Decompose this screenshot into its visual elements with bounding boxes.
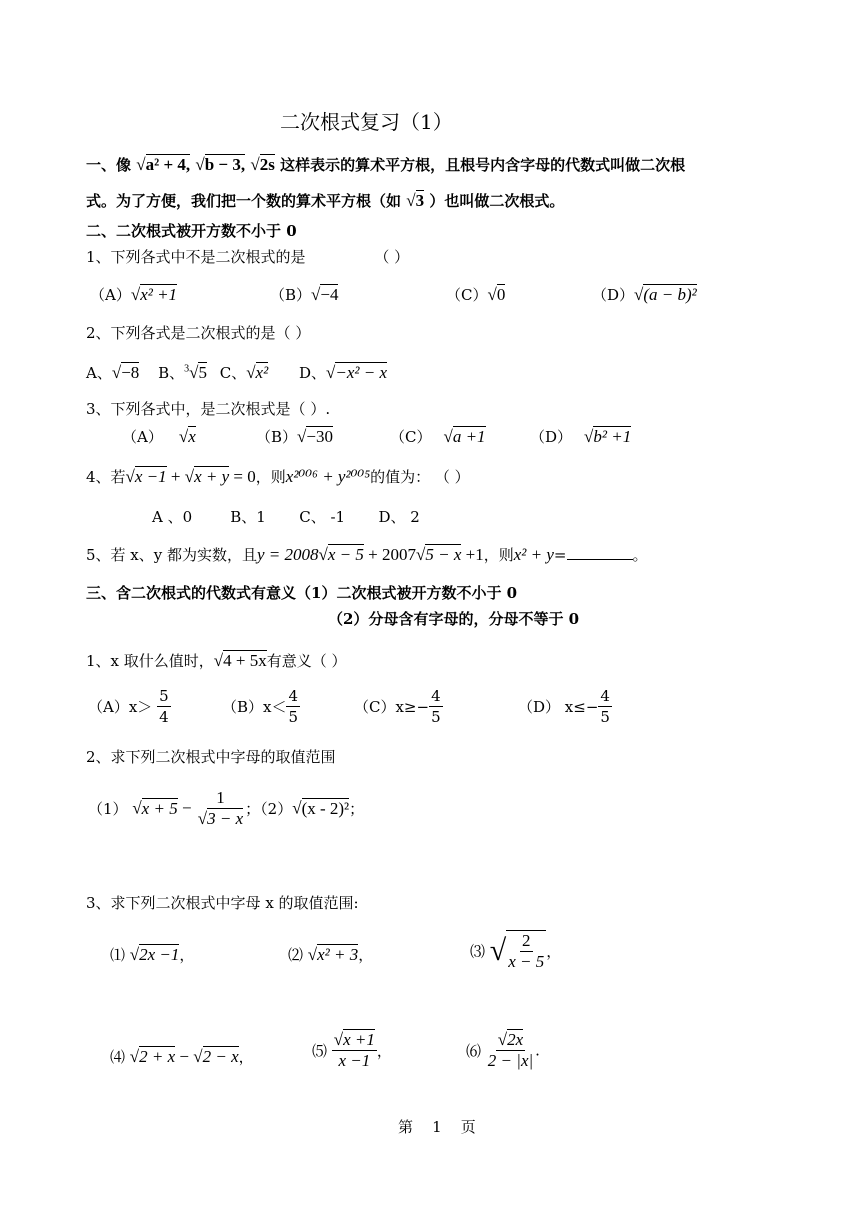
sqrt-b-minus-3: √b − 3, [195, 155, 246, 174]
s2-q1-stem [86, 246, 409, 267]
s3-q2-parts: （1） √x + 5 − $\frac{1}{√3 - x}$ ；（2）√(x - 2)²； [88, 788, 365, 828]
s3-q3-item-2: ⑵ √x² + 3， [288, 945, 374, 964]
s2-q3-option-d: （D） √b² +1 [530, 427, 632, 446]
s2-q1-paren: （ ） [374, 248, 410, 266]
intro-text-c: ）也叫做二次根式。 [429, 192, 565, 210]
answer-blank[interactable] [567, 559, 633, 560]
s3-q3-item-3: ⑶ √ $\frac{2}{x - 5}$ ， [470, 931, 562, 971]
s2-q3-option-a: （A） √x [122, 427, 196, 446]
section-3-heading-1: 三、含二次根式的代数式有意义（1）二次根式被开方数不小于 0 [86, 584, 518, 602]
page-number: 第 1 页 [398, 1118, 476, 1136]
s2-q5: 5、若 x、y 都为实数，且y = 2008√x − 5 + 2007√5 − x +1，则x² + y= 。 [86, 545, 648, 564]
intro-line-2 [86, 190, 564, 211]
s3-q3-stem: 3、求下列二次根式中字母 x 的取值范围: [86, 894, 359, 912]
s2-q4: 4、若√x −1 + √x + y = 0，则x²⁰⁰⁶ + y²⁰⁰⁵的值为： （ ） [86, 467, 470, 486]
intro-line-1 [86, 154, 685, 175]
section-2-heading: 二、二次根式被开方数不小于 0 [86, 222, 297, 240]
s2-q1-option-d: （D）√(a − b)² [592, 285, 697, 304]
sqrt-a2-plus-4: √a² + 4, [136, 155, 191, 174]
s3-q1-stem: 1、x 取什么值时，√4 + 5x有意义（ ） [86, 651, 347, 670]
intro-text-b: 式。为了方便，我们把一个数的算术平方根（如 [86, 192, 402, 210]
s3-q1-option-b: （B）x＜ $\frac{4}{5}$ [222, 687, 299, 726]
s3-q1-option-c: （C）x≥− $\frac{4}{5}$ [354, 687, 441, 726]
s3-q3-item-4: ⑷ √2 + x − √2 − x， [110, 1047, 254, 1066]
s3-q3-item-5: ⑸ $\frac{√x +1}{x -1}$ ， [312, 1030, 392, 1070]
s2-q3-option-c: （C） √a +1 [390, 427, 486, 446]
s2-q4-options: A 、0 B、1 C、 -1 D、 2 [152, 508, 420, 526]
s2-q3-stem: 3、下列各式中，是二次根式是（ ）. [86, 400, 331, 418]
s2-q1-option-c: （C）√0 [446, 285, 506, 304]
intro-text-a: 这样表示的算术平方根，且根号内含字母的代数式叫做二次根 [280, 156, 686, 174]
s3-q1-option-d: （D） x≤− $\frac{4}{5}$ [518, 687, 610, 726]
s2-q1-option-a: （A）√x² +1 [90, 285, 178, 304]
sqrt-2s: √2s [250, 155, 275, 174]
intro-lead: 一、像 [86, 156, 132, 174]
s2-q3-option-b: （B）√−30 [256, 427, 333, 446]
section-3-heading-2: （2）分母含有字母的，分母不等于 0 [328, 610, 580, 628]
sqrt-3: √3 [406, 191, 425, 210]
s2-q2-stem: 2、下列各式是二次根式的是（ ） [86, 324, 311, 342]
page-title: 二次根式复习（1） [280, 110, 453, 134]
s2-q1-text: 1、下列各式中不是二次根式的是 [86, 248, 306, 266]
s3-q1-option-a: （A）x＞ $\frac{5}{4}$ [88, 687, 169, 726]
s3-q2-stem: 2、求下列二次根式中字母的取值范围 [86, 748, 336, 766]
s3-q3-item-6: ⑹ $\frac{√2x}{2 - |x|}$ . [466, 1030, 540, 1070]
s2-q2-options: A、√−8 B、$^3$√5 C、√x² D、√−x² − x [86, 363, 387, 382]
s3-q3-item-1: ⑴ √2x −1， [110, 945, 195, 964]
s2-q1-option-b: （B）√−4 [270, 285, 339, 304]
